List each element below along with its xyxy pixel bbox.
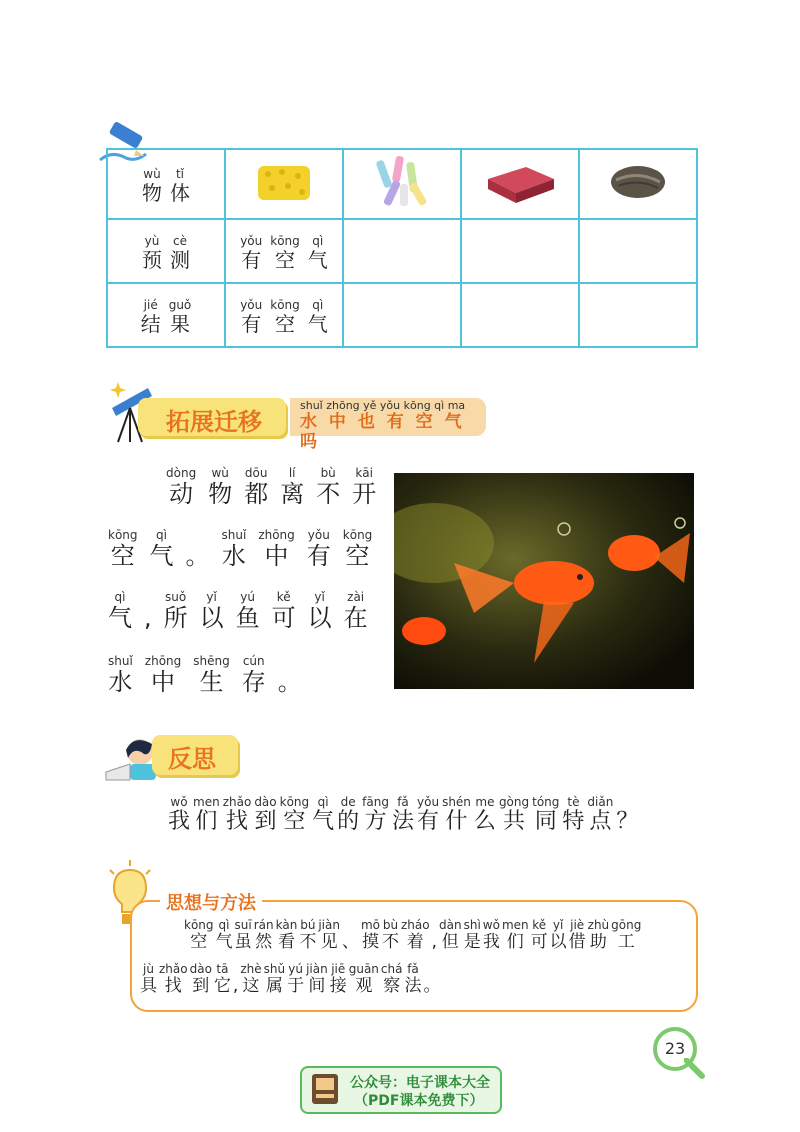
question-char [442, 795, 471, 835]
question-char [587, 795, 613, 835]
pinyin: zhǎo [222, 795, 252, 809]
question-char [280, 795, 310, 835]
observation-table [106, 148, 698, 348]
poem-char [272, 590, 296, 633]
poem-char [222, 528, 247, 571]
method-char [502, 918, 529, 952]
method-char [361, 918, 380, 952]
hanzi: 接 [329, 976, 347, 996]
poem-line-2 [108, 528, 384, 571]
poem-char [244, 466, 268, 509]
pinyin: qì [218, 918, 230, 932]
method-line-2 [140, 962, 442, 996]
hanzi: 然 [255, 932, 273, 952]
poem-char [236, 590, 260, 633]
method-char [330, 962, 347, 996]
pinyin: mō [360, 918, 380, 932]
pinyin: jiē [331, 962, 346, 976]
pinyin: zhōng [258, 528, 295, 542]
pinyin [196, 528, 200, 542]
result-cell: yǒu 有 kōng 空 qì 气 [225, 283, 343, 347]
hanzi: 到 [254, 809, 277, 834]
pinyin: qì [156, 528, 167, 542]
hanzi: 点 [589, 809, 612, 834]
method-char [276, 918, 298, 952]
hanzi: 着 [406, 932, 424, 952]
pinyin: fāng [362, 795, 389, 809]
hanzi: 于 [287, 976, 305, 996]
hanzi: 开 [352, 480, 377, 508]
hanzi: 以 [549, 932, 567, 952]
pinyin [625, 795, 629, 809]
method-char [306, 962, 328, 996]
question-char [337, 795, 359, 835]
hanzi: 动 [169, 480, 194, 508]
hanzi: 空 [110, 542, 135, 570]
hanzi: 观 [355, 976, 373, 996]
poem-char [352, 466, 376, 509]
pinyin: jiàn [318, 918, 340, 932]
pinyin: bù [382, 918, 399, 932]
pinyin: dào [254, 795, 277, 809]
method-char [254, 918, 274, 952]
pinyin: dàn [439, 918, 462, 932]
hanzi: 空 [283, 809, 306, 834]
pinyin: tè [567, 795, 580, 809]
footer-line-1: 公众号：电子课本大全 [350, 1075, 490, 1091]
method-char [432, 918, 437, 952]
method-char [240, 962, 261, 996]
pinyin: kě [276, 590, 291, 604]
pinyin [430, 962, 434, 976]
method-char [401, 918, 430, 952]
method-char [381, 962, 403, 996]
hanzi: 找 [164, 976, 182, 996]
hanzi: 我 [168, 809, 191, 834]
empty-cell [579, 219, 697, 283]
poem-char [108, 590, 132, 633]
poem-line-3 [108, 590, 380, 633]
pinyin: dōu [244, 466, 268, 480]
question-char [532, 795, 559, 835]
hanzi: 摸 [361, 932, 379, 952]
pinyin: diǎn [587, 795, 614, 809]
brick-image [461, 149, 579, 219]
pinyin [146, 590, 150, 604]
poem-char [308, 590, 332, 633]
hanzi: 。 [423, 976, 441, 996]
hanzi: 气 [312, 809, 335, 834]
pinyin [234, 962, 238, 976]
hanzi: 可 [271, 604, 296, 632]
hanzi: 不 [382, 932, 399, 952]
question-char [562, 795, 584, 835]
question-char [254, 795, 276, 835]
row-label-cell: yù 预 cè 测 [107, 219, 225, 283]
hanzi: 方 [364, 809, 387, 834]
poem-char [258, 528, 294, 571]
footer-banner [300, 1066, 502, 1114]
pinyin [288, 654, 292, 668]
question-char [499, 795, 529, 835]
hanzi: 我 [482, 932, 500, 952]
hanzi: 以 [199, 604, 224, 632]
pinyin: jiàn [306, 962, 328, 976]
pinyin: zhè [240, 962, 262, 976]
page-number: 23 [653, 1027, 697, 1071]
pinyin: kàn [275, 918, 298, 932]
hanzi: 这 [242, 976, 260, 996]
method-char [483, 918, 500, 952]
pinyin: yǒu [417, 795, 440, 809]
question-char [474, 795, 496, 835]
hanzi: 属 [265, 976, 283, 996]
pinyin: yǐ [206, 590, 217, 604]
poem-char [200, 590, 224, 633]
poem-char [242, 654, 266, 697]
hanzi: 有 [306, 542, 331, 570]
question-char [616, 795, 638, 835]
pinyin: yǐ [552, 918, 564, 932]
pinyin: fǎ [407, 962, 419, 976]
stone-image [579, 149, 697, 219]
empty-cell [343, 219, 461, 283]
hanzi: 见 [320, 932, 338, 952]
table-row [107, 283, 697, 347]
poem-char [343, 528, 373, 571]
hanzi: 法 [404, 976, 422, 996]
method-char [464, 918, 481, 952]
prediction-cell: yǒu 有 kōng 空 qì 气 [225, 219, 343, 283]
empty-cell [579, 283, 697, 347]
pinyin: wǒ [482, 918, 500, 932]
pinyin: dòng [166, 466, 197, 480]
pinyin: tā [216, 962, 229, 976]
question-char [417, 795, 439, 835]
hanzi: 它 [213, 976, 231, 996]
pinyin: de [340, 795, 356, 809]
method-char [531, 918, 548, 952]
table-row [107, 219, 697, 283]
method-char [382, 918, 399, 952]
pinyin: men [501, 918, 529, 932]
pinyin: qì [114, 590, 126, 604]
poem-line-4 [108, 654, 314, 697]
method-char [550, 918, 567, 952]
pinyin: shì [463, 918, 481, 932]
poem-char [164, 590, 188, 633]
hanzi: 具 [140, 976, 157, 996]
hanzi: 水 [221, 542, 246, 570]
hanzi: , [232, 976, 239, 996]
pinyin: zhōng [144, 654, 182, 668]
book-icon [310, 1072, 342, 1106]
hanzi: 。 [277, 668, 302, 696]
pinyin: tóng [532, 795, 560, 809]
hanzi: 借 [568, 932, 586, 952]
extension-subtitle-pinyin: shuǐ zhōng yě yǒu kōng qì ma [300, 399, 466, 412]
pinyin: jù [143, 962, 154, 976]
pinyin: shǔ [263, 962, 286, 976]
empty-cell [343, 283, 461, 347]
hanzi: 同 [534, 809, 557, 834]
row-label-cell: wù 物 tǐ 体 [107, 149, 225, 219]
question-char [362, 795, 389, 835]
method-char [140, 962, 157, 996]
method-char [588, 918, 610, 952]
poem-char [208, 466, 232, 509]
pinyin: shén [442, 795, 471, 809]
pinyin: kōng [108, 528, 138, 542]
question-char [392, 795, 414, 835]
poem-char [280, 466, 304, 509]
pinyin: gòng [498, 795, 530, 809]
pinyin: shuǐ [108, 654, 133, 668]
method-title: 思想与方法 [160, 889, 262, 915]
method-char [439, 918, 462, 952]
method-char [287, 962, 304, 996]
hanzi: 。 [185, 542, 210, 570]
method-char [404, 962, 421, 996]
pinyin: wù [211, 466, 229, 480]
method-char [423, 962, 440, 996]
question-char [193, 795, 220, 835]
pinyin: guān [348, 962, 379, 976]
poem-char [144, 590, 152, 633]
method-char [184, 918, 214, 952]
pinyin: gōng [611, 918, 642, 932]
pinyin [349, 918, 353, 932]
extension-subtitle-box [290, 398, 486, 453]
pinyin: yǒu [307, 528, 330, 542]
hanzi: 不 [316, 480, 341, 508]
pinyin: kōng [184, 918, 214, 932]
pinyin: suǒ [165, 590, 187, 604]
poem-char [186, 528, 210, 571]
hanzi: 虽 [234, 932, 252, 952]
hanzi: 气 [108, 604, 132, 632]
pinyin: suī [234, 918, 252, 932]
method-char [264, 962, 285, 996]
pinyin: kě [532, 918, 547, 932]
row-label-cell: jié 结 guǒ 果 [107, 283, 225, 347]
poem-char [278, 654, 302, 697]
method-char [569, 918, 586, 952]
hanzi: 可 [530, 932, 548, 952]
hanzi: 以 [307, 604, 332, 632]
pinyin: dào [189, 962, 212, 976]
hanzi: 是 [463, 932, 481, 952]
pinyin: chá [380, 962, 403, 976]
poem-line-1 [166, 466, 388, 509]
hanzi: 鱼 [235, 604, 260, 632]
method-char [318, 918, 340, 952]
poem-char [307, 528, 331, 571]
pinyin: kōng [342, 528, 373, 542]
pinyin: zháo [401, 918, 430, 932]
pinyin: lí [288, 466, 296, 480]
pinyin: me [475, 795, 495, 809]
pinyin: yǐ [314, 590, 325, 604]
pinyin: kāi [355, 466, 373, 480]
hanzi: ？ [616, 809, 639, 834]
method-char [216, 918, 233, 952]
hanzi: 看 [277, 932, 295, 952]
pinyin: qì [317, 795, 329, 809]
method-char [611, 918, 641, 952]
hanzi: 特 [562, 809, 585, 834]
pinyin: zhù [587, 918, 610, 932]
hanzi: 但 [441, 932, 459, 952]
poem-char [166, 466, 196, 509]
hanzi: 存 [241, 668, 266, 696]
method-line-1 [184, 918, 643, 952]
hanzi: 们 [195, 809, 218, 834]
method-char [342, 918, 359, 952]
poem-char [150, 528, 174, 571]
hanzi: 中 [151, 668, 176, 696]
extension-banner [138, 398, 286, 436]
hanzi: 工 [617, 932, 635, 952]
method-char [214, 962, 231, 996]
poem-char [108, 654, 133, 697]
pinyin: bù [320, 466, 336, 480]
goldfish-photo [394, 473, 694, 689]
empty-cell [461, 219, 579, 283]
pinyin: shēng [193, 654, 230, 668]
hanzi: 察 [383, 976, 401, 996]
hanzi: 找 [226, 809, 249, 834]
hanzi: , [431, 932, 438, 952]
pinyin: jiè [570, 918, 585, 932]
hanzi: 空 [190, 932, 208, 952]
hanzi: 到 [192, 976, 210, 996]
reflection-banner [152, 735, 238, 775]
method-char [190, 962, 212, 996]
empty-cell [461, 283, 579, 347]
pinyin [432, 918, 436, 932]
hanzi: 有 [417, 809, 440, 834]
hanzi: 共 [503, 809, 526, 834]
table-row [107, 149, 697, 219]
poem-char [145, 654, 181, 697]
method-char [159, 962, 188, 996]
magnifier-handle-icon [684, 1058, 706, 1080]
pinyin: rán [253, 918, 274, 932]
hanzi: 不 [299, 932, 317, 952]
hanzi: 气 [149, 542, 174, 570]
hanzi: 助 [589, 932, 607, 952]
hanzi: 生 [199, 668, 224, 696]
question-char [223, 795, 252, 835]
method-char [233, 962, 238, 996]
pinyin: yú [240, 590, 255, 604]
pinyin: zài [347, 590, 365, 604]
pinyin: zhǎo [159, 962, 188, 976]
hanzi: 中 [264, 542, 289, 570]
pinyin: cún [242, 654, 265, 668]
hanzi: 什 [445, 809, 468, 834]
extension-subtitle: 水 中 也 有 空 气 吗 [300, 412, 465, 453]
hanzi: 么 [473, 809, 496, 834]
pinyin: men [193, 795, 220, 809]
hanzi: 空 [345, 542, 370, 570]
hanzi: 水 [108, 668, 133, 696]
hanzi: 间 [308, 976, 326, 996]
poem-char [316, 466, 340, 509]
question-char [312, 795, 334, 835]
hanzi: 、 [341, 932, 359, 952]
poem-char [344, 590, 368, 633]
pinyin: yú [288, 962, 303, 976]
hanzi: 都 [244, 480, 269, 508]
poem-char [108, 528, 138, 571]
method-char [299, 918, 316, 952]
hanzi: 在 [343, 604, 368, 632]
pinyin: kōng [279, 795, 310, 809]
reflection-question [168, 795, 641, 835]
hanzi: 物 [208, 480, 233, 508]
hanzi: 离 [280, 480, 305, 508]
method-char [235, 918, 252, 952]
hanzi: 的 [337, 809, 360, 834]
hanzi: , [144, 604, 152, 632]
hanzi: 所 [163, 604, 188, 632]
method-char [349, 962, 379, 996]
pinyin: wǒ [170, 795, 188, 809]
reflection-title: 反思 [168, 745, 216, 773]
hanzi: 气 [215, 932, 233, 952]
pinyin: shuǐ [221, 528, 247, 542]
chalk-image [343, 149, 461, 219]
pinyin: bú [300, 918, 316, 932]
hanzi: 们 [506, 932, 524, 952]
extension-title: 拓展迁移 [166, 408, 262, 436]
sponge-image [225, 149, 343, 219]
pinyin: fǎ [397, 795, 409, 809]
hanzi: 法 [391, 809, 414, 834]
poem-char [193, 654, 229, 697]
footer-line-2: （PDF课本免费下） [354, 1093, 484, 1109]
question-char [168, 795, 190, 835]
